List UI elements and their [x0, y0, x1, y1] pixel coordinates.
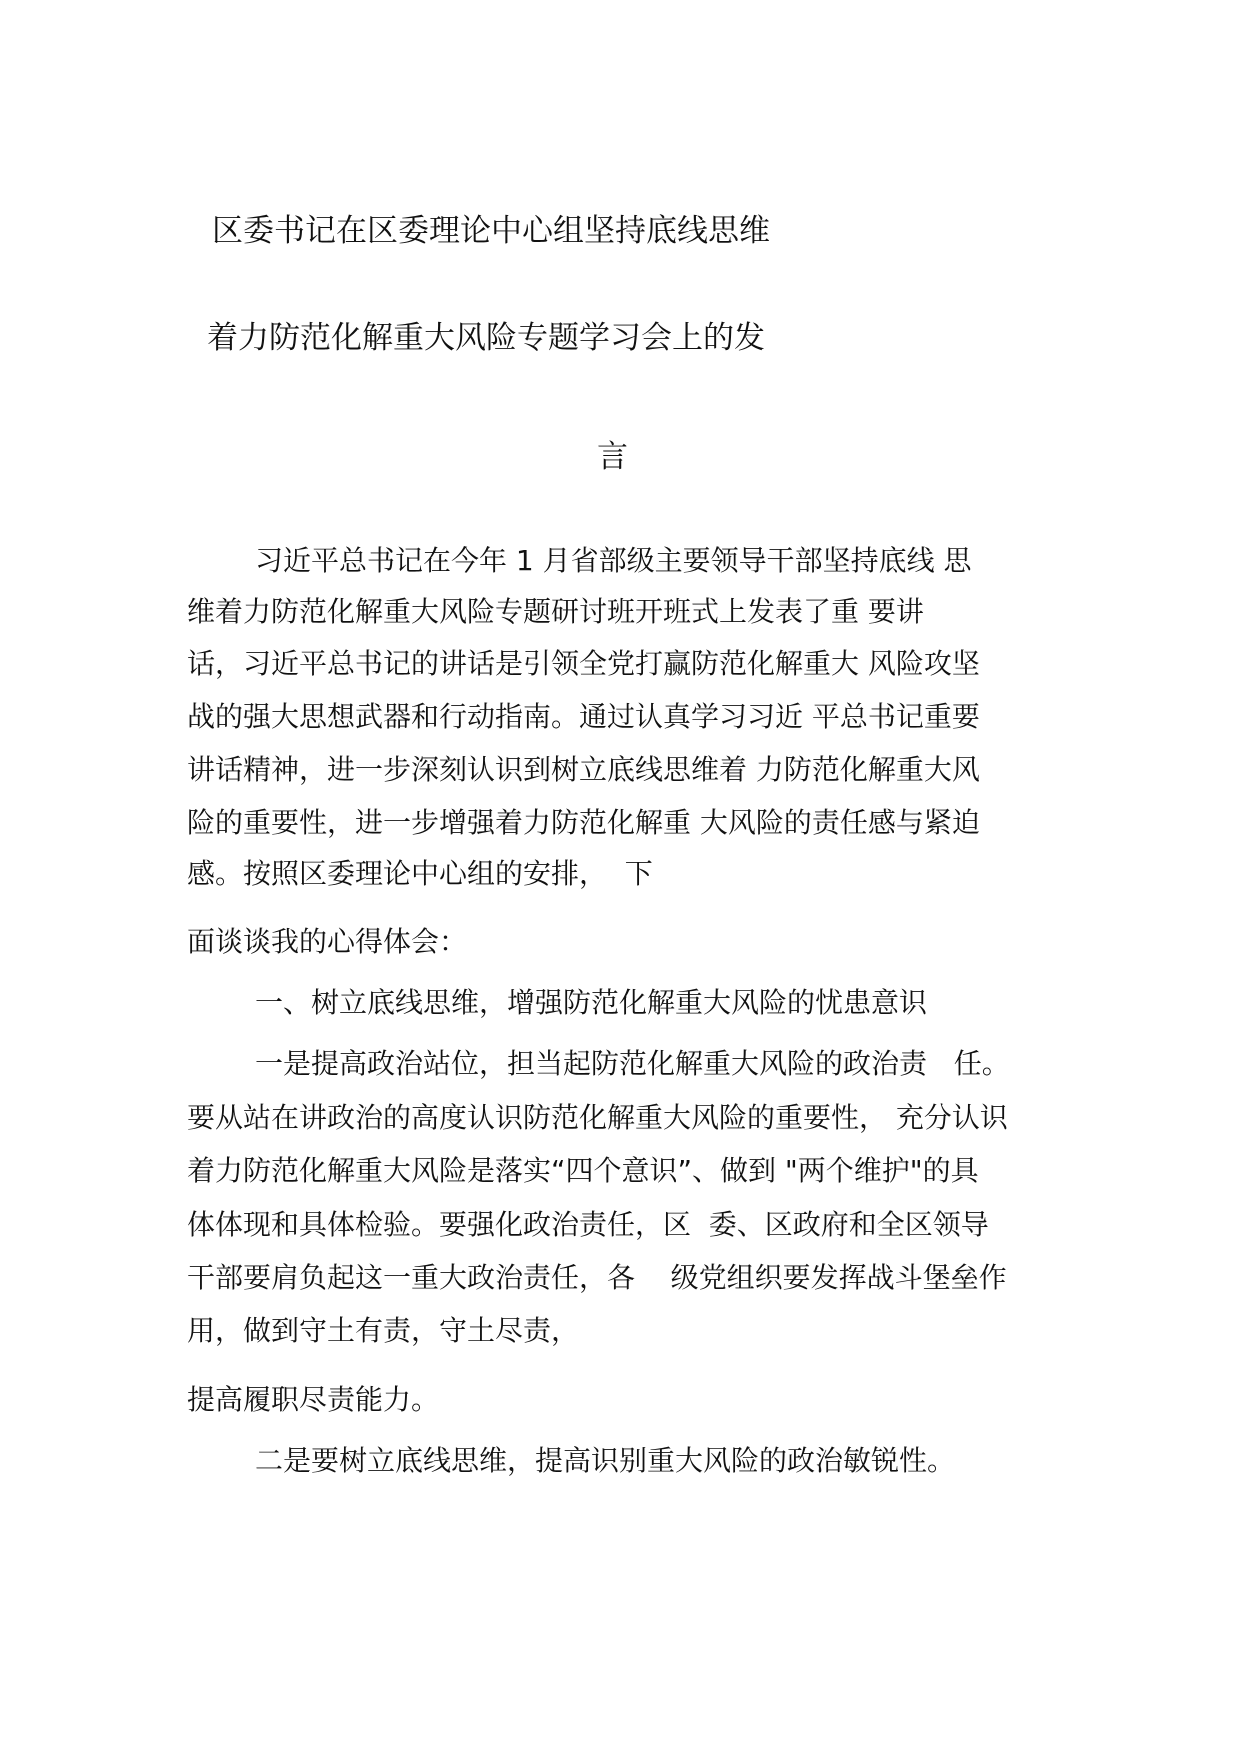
body-line: 感。按照区委理论中心组的安排， 下	[187, 857, 653, 890]
body-line: 讲话精神，进一步深刻认识到树立底线思维着 力防范化解重大风	[187, 753, 980, 786]
title-line-1: 区委书记在区委理论中心组坚持底线思维	[212, 213, 770, 249]
body-line: 体体现和具体检验。要强化政治责任，区 委、区政府和全区领导	[187, 1208, 989, 1241]
body-line: 着力防范化解重大风险是落实“四个意识”、做到 "两个维护"的具	[187, 1154, 979, 1187]
body-line: 提高履职尽责能力。	[187, 1383, 440, 1416]
title-line-2: 着力防范化解重大风险专题学习会上的发	[207, 320, 765, 356]
title-line-3: 言	[597, 439, 628, 475]
body-line: 习近平总书记在今年 1 月省部级主要领导干部坚持底线 思	[255, 544, 972, 577]
body-line: 干部要肩负起这一重大政治责任，各 级党组织要发挥战斗堡垒作	[187, 1261, 1007, 1294]
body-line: 险的重要性，进一步增强着力防范化解重 大风险的责任感与紧迫	[187, 806, 980, 839]
body-line: 话，习近平总书记的讲话是引领全党打赢防范化解重大 风险攻坚	[187, 647, 980, 680]
body-line: 维着力防范化解重大风险专题研讨班开班式上发表了重 要讲	[187, 595, 924, 628]
body-line: 战的强大思想武器和行动指南。通过认真学习习近 平总书记重要	[187, 700, 980, 733]
body-line: 一是提高政治站位，担当起防范化解重大风险的政治责 任。	[255, 1047, 1010, 1080]
body-line: 要从站在讲政治的高度认识防范化解重大风险的重要性， 充分认识	[187, 1101, 1008, 1134]
section-heading: 一、树立底线思维，增强防范化解重大风险的忧患意识	[255, 986, 928, 1019]
body-line: 面谈谈我的心得体会：	[187, 925, 468, 958]
body-line: 二是要树立底线思维，提高识别重大风险的政治敏锐性。	[255, 1444, 956, 1477]
body-line: 用，做到守土有责，守土尽责，	[187, 1314, 580, 1347]
